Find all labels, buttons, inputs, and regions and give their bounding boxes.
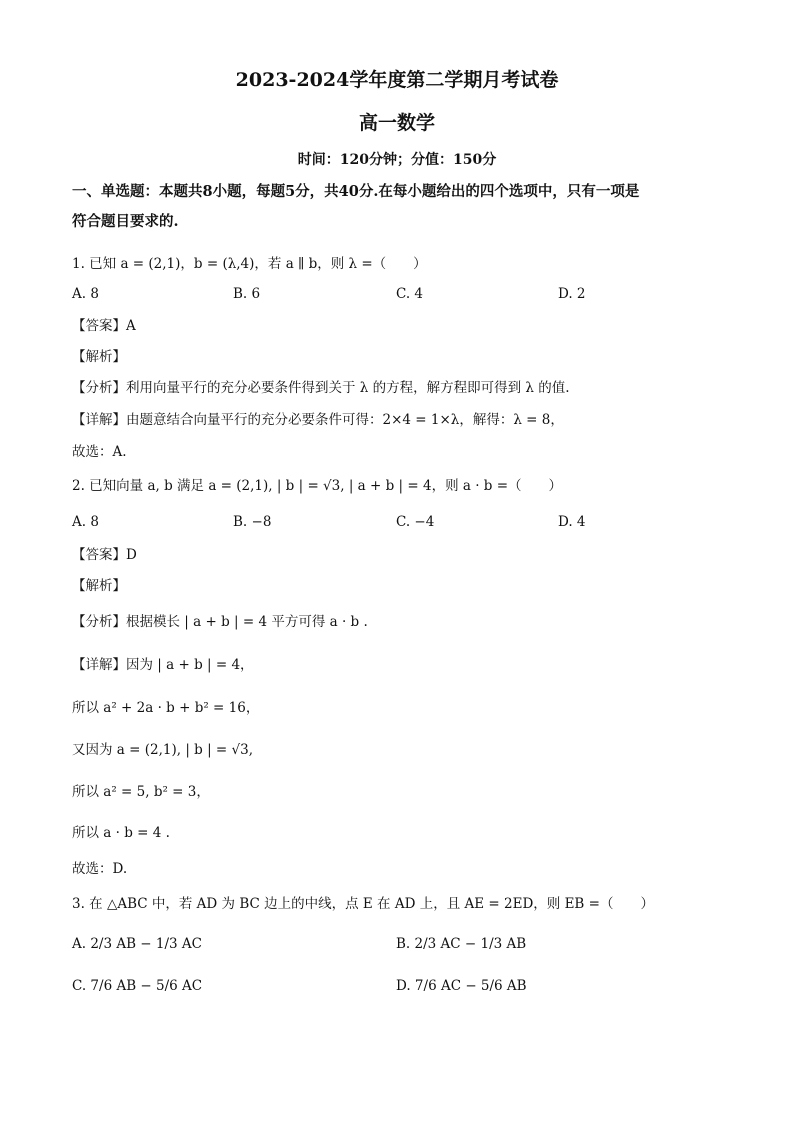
exam-subject: 高一数学 bbox=[358, 112, 435, 134]
q1-option-b: B. 6 bbox=[233, 286, 261, 302]
section-heading-line2: 符合题目要求的. bbox=[72, 213, 179, 230]
q1-analysis-label: 【解析】 bbox=[72, 349, 126, 365]
q2-step4: 所以 a² = 5, b² = 3， bbox=[72, 784, 210, 800]
q1-option-c: C. 4 bbox=[396, 286, 424, 302]
q1-answer: 【答案】A bbox=[72, 318, 136, 334]
q2-option-c: C. −4 bbox=[396, 514, 435, 530]
q1-option-a: A. 8 bbox=[72, 286, 99, 302]
q3-option-b: B. 2/3 AC − 1/3 AB bbox=[396, 936, 527, 952]
q2-choose: 故选：D. bbox=[72, 861, 128, 877]
exam-info: 时间：120分钟；分值：150分 bbox=[297, 152, 497, 168]
q2-step3: 又因为 a = (2,1), | b | = √3, bbox=[72, 742, 254, 758]
q1-choose: 故选：A. bbox=[72, 444, 127, 460]
q1-fenxi: 【分析】利用向量平行的充分必要条件得到关于 λ 的方程，解方程即可得到 λ 的值. bbox=[72, 380, 570, 396]
q2-answer: 【答案】D bbox=[72, 547, 137, 563]
q3-stem: 3. 在 △ABC 中，若 AD 为 BC 边上的中线，点 E 在 AD 上，且 AE = 2ED，则 EB =（ ） bbox=[72, 896, 654, 912]
q2-analysis-label: 【解析】 bbox=[72, 578, 126, 594]
q2-step1: 【详解】因为 | a + b | = 4， bbox=[72, 657, 254, 673]
q3-option-c: C. 7/6 AB − 5/6 AC bbox=[72, 978, 203, 994]
q1-option-d: D. 2 bbox=[558, 286, 586, 302]
q2-fenxi: 【分析】根据模长 | a + b | = 4 平方可得 a · b . bbox=[72, 614, 368, 630]
q2-stem: 2. 已知向量 a, b 满足 a = (2,1), | b | = √3, | a + b | = 4，则 a · b =（ ） bbox=[72, 478, 563, 494]
q2-option-a: A. 8 bbox=[72, 514, 99, 530]
q3-option-a: A. 2/3 AB − 1/3 AC bbox=[72, 936, 203, 952]
q2-step2: 所以 a² + 2a · b + b² = 16， bbox=[72, 700, 260, 716]
q2-option-d: D. 4 bbox=[558, 514, 586, 530]
q2-step5: 所以 a · b = 4 . bbox=[72, 825, 170, 841]
q3-option-d: D. 7/6 AC − 5/6 AB bbox=[396, 978, 527, 994]
q1-xiangjie: 【详解】由题意结合向量平行的充分必要条件可得：2×4 = 1×λ，解得：λ = 8， bbox=[72, 412, 564, 428]
section-heading-line1: 一、单选题：本题共8小题，每题5分，共40分.在每小题给出的四个选项中，只有一项是 bbox=[72, 183, 640, 200]
q1-stem: 1. 已知 a = (2,1)，b = (λ,4)，若 a ∥ b，则 λ =（ ） bbox=[72, 256, 427, 272]
exam-title: 2023-2024学年度第二学期月考试卷 bbox=[235, 69, 559, 91]
q2-option-b: B. −8 bbox=[233, 514, 272, 530]
